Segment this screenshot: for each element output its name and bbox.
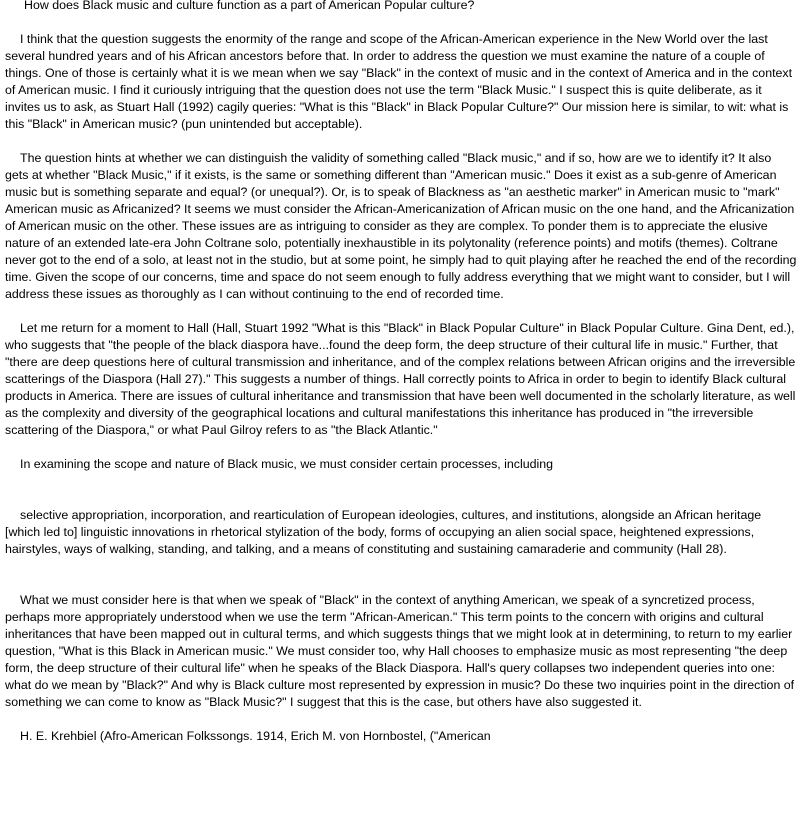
spacer [5,439,797,456]
paragraph-5: What we must consider here is that when we speak of "Black" in the context of anything American, we speak of a syncretized process, perhaps more appropriately understood when we use the term "African-American." This term points to the concern with origins and cultural inheritances that have been mapped out in cultural terms, and which suggests things that we might look at in determining, to return to my earlier question, "What is this Black in American music." We must consider too, why Hall chooses to emphasize music as most representing "the deep form, the deep structure of their cultural life" when he speaks of the Black Diaspora. Hall's query collapses two independent queries into one: what do we mean by "Black?" And why is Black culture most represented by expression in music? Do these two inquiries point in the direction of something we can come to know as "Black Music?" I suggest that this is the case, but others have also suggested it. [5,593,798,709]
spacer [5,558,797,592]
spacer [5,473,797,507]
paragraph-6: H. E. Krehbiel (Afro-American Folkssongs. 1914, Erich M. von Hornbostel, ("American [20,729,491,743]
paragraph-2: The question hints at whether we can distinguish the validity of something called "Black music," and if so, how are we to identify it? It also gets at whether "Black Music," if it exists, is the same or something different than "American music." Does it exist as a sub-genre of American music but is something separate and equal? (or unequal?). Or, is to speak of Blackness as "an aesthetic marker" in American music to "mark" American music as Africanized? It seems we must consider the African-Americanization of African music on the one hand, and the Africanization of American music on the other. These issues are as intriguing to consider as they are complex. To ponder them is to appreciate the elusive nature of an extended late-era John Coltrane solo, potentially inexhaustible in its polytonality (reference points) and motifs (themes). Coltrane never got to the end of a solo, at least not in the studio, but at some point, he simply had to quit playing after he reached the end of the recording time. Given the scope of our concerns, time and space do not seem enough to fully address everything that we might want to consider, but I will address these issues as thoroughly as I can without continuing to the end of recorded time. [5,151,800,301]
paragraph-3: Let me return for a moment to Hall (Hall, Stuart 1992 "What is this "Black" in Black Popular Culture" in Black Popular Culture. Gina Dent, ed.), who suggests that "the people of the black diaspora have...found the deep form, the deep structure of their cultural life in music." Further, that "there are deep questions here of cultural transmission and inheritance, and of the complex relations between African origins and the irreversible scatterings of the Diaspora (Hall 27)." This suggests a number of things. Hall correctly points to Africa in order to begin to identify Black cultural products in America. There are issues of cultural inheritance and transmission that have been well documented in the scholarly literature, as well as the complexity and diversity of the geographical locations and cultural manifestations this inheritance has produced in "the irreversible scattering of the Diaspora," or what Paul Gilroy refers to as "the Black Atlantic." [5,321,799,437]
paragraph-1: I think that the question suggests the enormity of the range and scope of the African-American experience in the New World over the last several hundred years and of his African ancestors before that. In order to address the question we must examine the nature of a couple of things. One of those is certainly what it is we mean when we say "Black" in the context of music and in the context of America and in the context of American music. I find it curiously intriguing that the question does not use the term "Black Music." I suspect this is quite deliberate, as it invites us to ask, as Stuart Hall (1992) cagily queries: "What is this "Black" in Black Popular Culture?" Our mission here is similar, to wit: what is this "Black" in American music? (pun unintended but acceptable). [5,32,796,131]
spacer [5,133,797,150]
block-quote: selective appropriation, incorporation, and rearticulation of European ideologies, cultures, and institutions, alongside an African heritage [which led to] linguistic innovations in rhetorical stylization of the body, forms of occupying an alien social space, heightened expressions, hairstyles, ways of walking, standing, and talking, and a means of constituting and sustaining camaraderie and community (Hall 28). [5,508,765,556]
spacer [5,14,797,31]
spacer [5,303,797,320]
paragraph-4: In examining the scope and nature of Black music, we must consider certain processes, including [20,457,554,471]
document-body [5,0,800,745]
document-title: How does Black music and culture function as a part of American Popular culture? [24,0,475,12]
spacer [5,711,797,728]
